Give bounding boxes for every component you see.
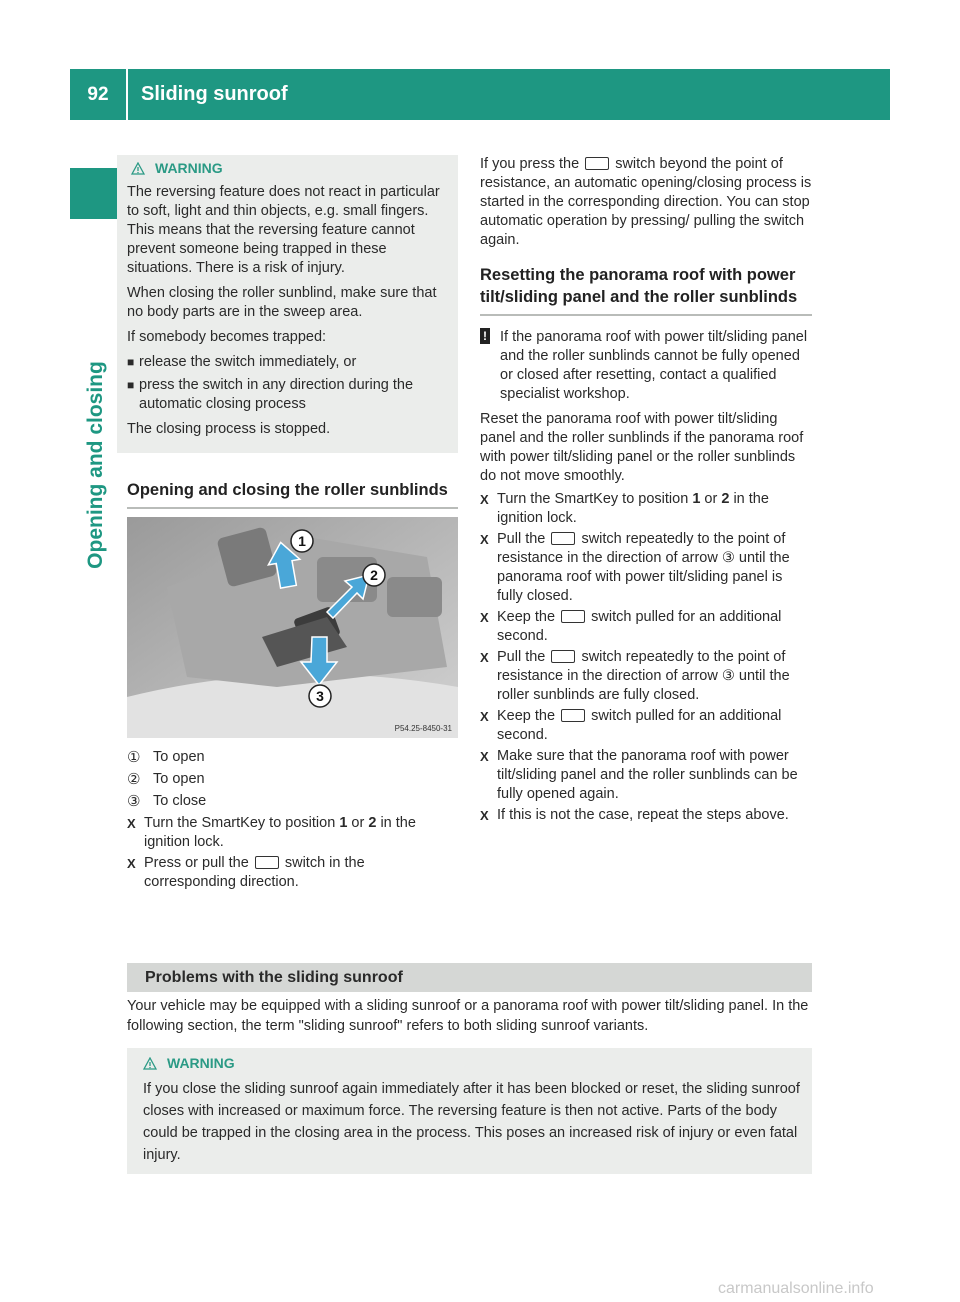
roof-switch-icon: [585, 157, 609, 170]
notice-text: If the panorama roof with power tilt/sliding panel and the roller sunblinds cannot be fully opened or closed after resetting, contact a qualified specialist workshop.: [500, 329, 808, 402]
step-text: Keep the switch pulled for an additional second.: [497, 609, 782, 644]
legend-number: ①: [127, 749, 141, 766]
legend-number: ③: [127, 793, 141, 810]
step-arrow-icon: X: [480, 808, 489, 823]
bullet-icon: ■: [127, 378, 135, 392]
legend-item: [127, 792, 458, 811]
step-arrow-icon: X: [480, 610, 489, 625]
warning-label: WARNING: [155, 160, 223, 176]
warning-paragraph: If somebody becomes trapped:: [127, 329, 327, 345]
warning-triangle-icon: [143, 1057, 157, 1070]
problems-section: [117, 963, 812, 1174]
section-title-bar: Problems with the sliding sunroof: [127, 963, 812, 992]
roof-control-panel-figure: [127, 517, 458, 738]
step-arrow-icon: X: [127, 856, 136, 871]
step-text: Turn the SmartKey to position 1 or 2 in the ignition lock.: [144, 815, 416, 850]
section-heading-roller-sunblinds: Opening and closing the roller sunblinds: [127, 481, 448, 499]
roof-switch-icon: [561, 610, 585, 623]
warning-paragraph: When closing the roller sunblind, make sure that no body parts are in the sweep area.: [127, 285, 437, 320]
roof-switch-icon: [561, 709, 585, 722]
section-intro: Your vehicle may be equipped with a sliding sunroof or a panorama roof with power tilt/sliding panel. In the following section, the term "sliding sunroof" refers to both sliding sunroof variants.: [127, 998, 809, 1034]
warning-heading: [127, 159, 450, 178]
right-column: [480, 155, 812, 827]
step-arrow-icon: X: [480, 532, 489, 547]
warning-bullet: [127, 353, 450, 372]
heading-rule: [480, 314, 812, 316]
warning-heading: [143, 1052, 802, 1074]
step-text: Press or pull the switch in the corresponding direction.: [144, 855, 365, 890]
roof-switch-icon: [551, 532, 575, 545]
warning-triangle-icon: [131, 162, 145, 175]
reset-paragraph: Reset the panorama roof with power tilt/sliding panel and the roller sunblinds if the panorama roof with power tilt/sliding panel or the roller sunblinds do not move smoothly.: [480, 411, 804, 484]
warning-label: WARNING: [167, 1055, 235, 1071]
step-text: If this is not the case, repeat the steps above.: [497, 807, 789, 823]
notice-note: [480, 328, 812, 404]
page-title: Sliding sunroof: [141, 83, 288, 105]
figure-callout: 3: [316, 688, 324, 704]
instruction-step: [480, 747, 812, 804]
step-text: Pull the switch repeatedly to the point of resistance in the direction of arrow ③ until the panorama roof with power tilt/sliding panel is fully closed.: [497, 531, 790, 604]
step-arrow-icon: X: [480, 650, 489, 665]
heading-rule: [127, 507, 458, 509]
chapter-marker: [70, 168, 121, 219]
header-divider: [126, 69, 128, 120]
instruction-step: [127, 854, 458, 892]
legend-number: ②: [127, 771, 141, 788]
instruction-step: [480, 490, 812, 528]
step-text: Keep the switch pulled for an additional second.: [497, 708, 782, 743]
chapter-label: Opening and closing: [84, 361, 107, 569]
step-arrow-icon: X: [127, 816, 136, 831]
roof-switch-icon: [551, 650, 575, 663]
exclamation-icon: !: [480, 328, 490, 344]
figure-callout: 2: [370, 567, 378, 583]
step-arrow-icon: X: [480, 749, 489, 764]
legend-item: [127, 748, 458, 767]
figure-callout: 1: [298, 533, 306, 549]
warning-box-reversing: [117, 155, 458, 453]
step-arrow-icon: X: [480, 492, 489, 507]
bullet-text: release the switch immediately, or: [139, 354, 357, 370]
roof-switch-icon: [255, 856, 279, 869]
instruction-step: [480, 648, 812, 705]
section-heading-resetting: Resetting the panorama roof with power tilt/sliding panel and the roller sunblinds: [480, 266, 798, 306]
step-arrow-icon: X: [480, 709, 489, 724]
step-text: Make sure that the panorama roof with power tilt/sliding panel and the roller sunblinds can be fully opened again.: [497, 748, 798, 802]
instruction-step: [127, 814, 458, 852]
legend-text: To open: [153, 749, 205, 765]
bullet-text: press the switch in any direction during the automatic closing process: [139, 377, 414, 412]
figure-code: P54.25-8450-31: [394, 724, 452, 733]
step-text: Pull the switch repeatedly to the point of resistance in the direction of arrow ③ until the roller sunblinds are fully closed.: [497, 649, 790, 703]
warning-paragraph: The reversing feature does not react in particular to soft, light and thin objects, e.g. small fingers. This means that the reversing feature cannot prevent someone being trapped in these situations. There is a risk of injury.: [127, 184, 440, 276]
instruction-step: [480, 530, 812, 606]
legend-text: To close: [153, 793, 207, 809]
instruction-step: [480, 707, 812, 745]
legend-item: [127, 770, 458, 789]
instruction-step: [480, 806, 812, 825]
warning-box-sunroof: [127, 1048, 812, 1174]
warning-text: If you close the sliding sunroof again immediately after it has been blocked or reset, the sliding sunroof closes with increased or maximum force. The reversing feature is then not active. Parts of the body could be trapped in the closing area in the process. This poses an increased risk of injury or even fatal injury.: [143, 1081, 800, 1163]
bullet-icon: ■: [127, 355, 135, 369]
site-watermark: carmanualsonline.info: [718, 1280, 874, 1297]
instruction-step: [480, 608, 812, 646]
warning-bullet: [127, 376, 450, 414]
warning-paragraph: The closing process is stopped.: [127, 421, 331, 437]
step-text: Turn the SmartKey to position 1 or 2 in the ignition lock.: [497, 491, 769, 526]
page-number: 92: [87, 83, 109, 105]
roof-console-illustration: [127, 517, 458, 738]
intro-paragraph: If you press the switch beyond the point of resistance, an automatic opening/closing process is started in the corresponding direction. You can stop automatic operation by pressing/ pulling the switch again.: [480, 156, 812, 248]
left-column: [117, 155, 458, 894]
legend-text: To open: [153, 771, 205, 787]
